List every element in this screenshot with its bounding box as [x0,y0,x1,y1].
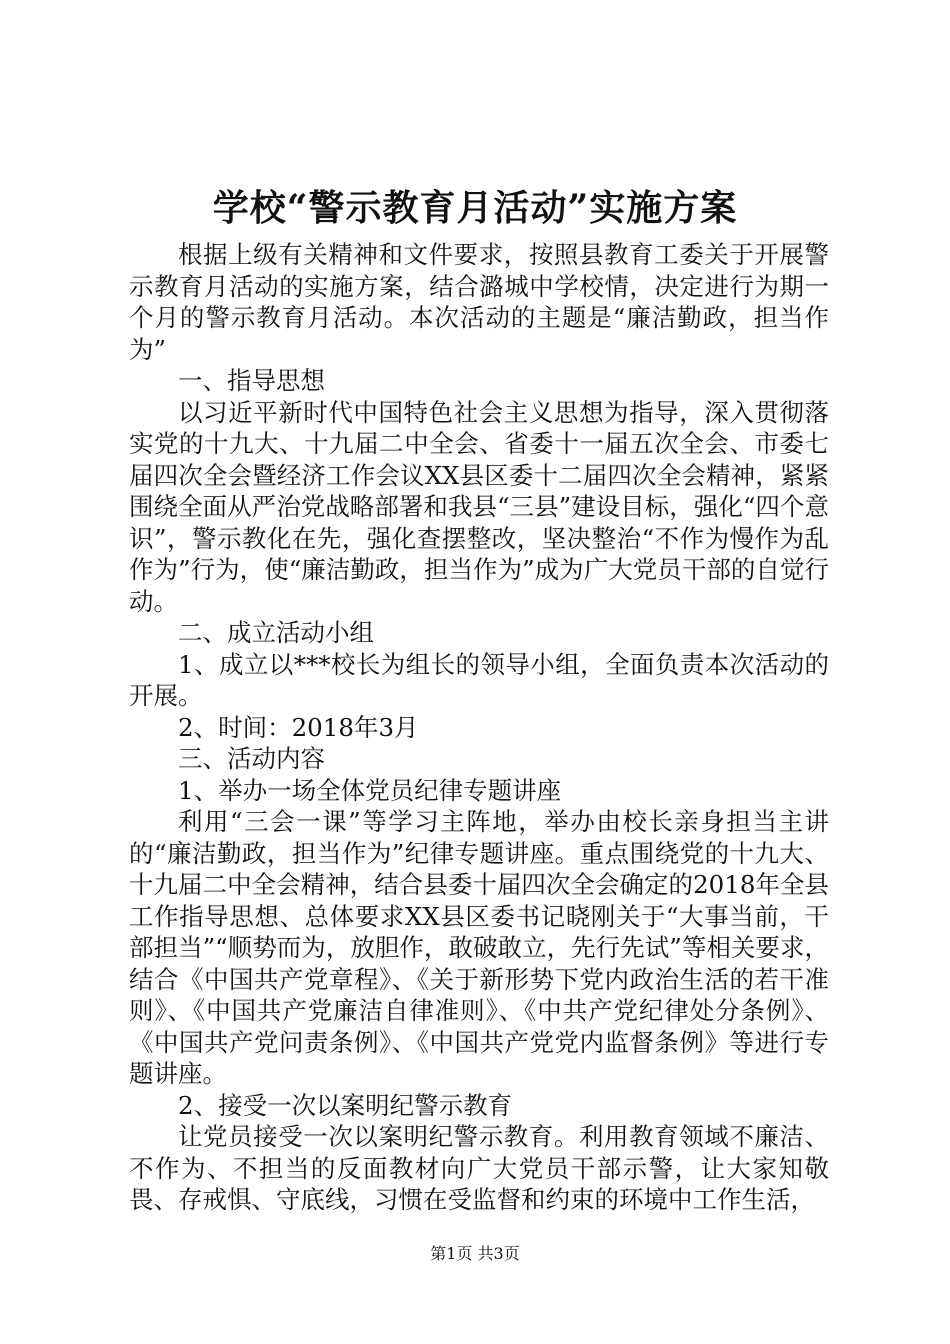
page-footer: 第1页 共3页 [430,1244,520,1263]
intro-paragraph: 根据上级有关精神和文件要求，按照县教育工委关于开展警示教育月活动的实施方案，结合潞城中学校情，决定进行为期一个月的警示教育月活动。本次活动的主题是“廉洁勤政，担当作为” [129,240,829,364]
activity-content-paragraph-1: 利用“三会一课”等学习主阵地，举办由校长亲身担当主讲的“廉洁勤政，担当作为”纪律专题讲座。重点围绕党的十九大、十九届二中全会精神，结合县委十届四次全会确定的2018年全县工作指导思想、总体要求XX县区委书记晓刚关于“大事当前，干部担当”“顺势而为，放胆作，敢破敢立，先行先试”等相关要求，结合《中国共产党章程》、《关于新形势下党内政治生活的若干准则》、《中国共产党廉洁自律准则》、《中共产党纪律处分条例》、《中国共产党问责条例》、《中国共产党党内监督条例》等进行专题讲座。 [129,807,829,1088]
activity-content-paragraph-2: 让党员接受一次以案明纪警示教育。利用教育领域不廉洁、不作为、不担当的反面教材向广大党员干部示警，让大家知敬畏、存戒惧、守底线，习惯在受监督和约束的环境中工作生活， [129,1122,829,1214]
section-heading-guiding-ideology: 一、指导思想 [178,366,325,395]
activity-group-item-2: 2、时间：2018年3月 [178,712,419,742]
document-title: 学校“警示教育月活动”实施方案 [212,187,738,229]
activity-content-subheading-2: 2、接受一次以案明纪警示教育 [178,1090,513,1120]
section-heading-activity-group: 二、成立活动小组 [178,618,374,647]
activity-content-subheading-1: 1、举办一场全体党员纪律专题讲座 [178,775,562,805]
guiding-ideology-paragraph: 以习近平新时代中国特色社会主义思想为指导，深入贯彻落实党的十九大、十九届二中全会、省委十一届五次全会、市委七届四次全会暨经济工作会议XX县区委十二届四次全会精神，紧紧围绕全面从严治党战略部署和我县“三县”建设目标，强化“四个意识”，警示教化在先，强化查摆整改，坚决整治“不作为慢作为乱作为”行为，使“廉洁勤政，担当作为”成为广大党员干部的自觉行动。 [129,397,829,616]
activity-group-item-1: 1、成立以***校长为组长的领导小组，全面负责本次活动的开展。 [129,649,829,710]
document-body [129,239,829,1216]
section-heading-activity-content: 三、活动内容 [178,744,325,773]
